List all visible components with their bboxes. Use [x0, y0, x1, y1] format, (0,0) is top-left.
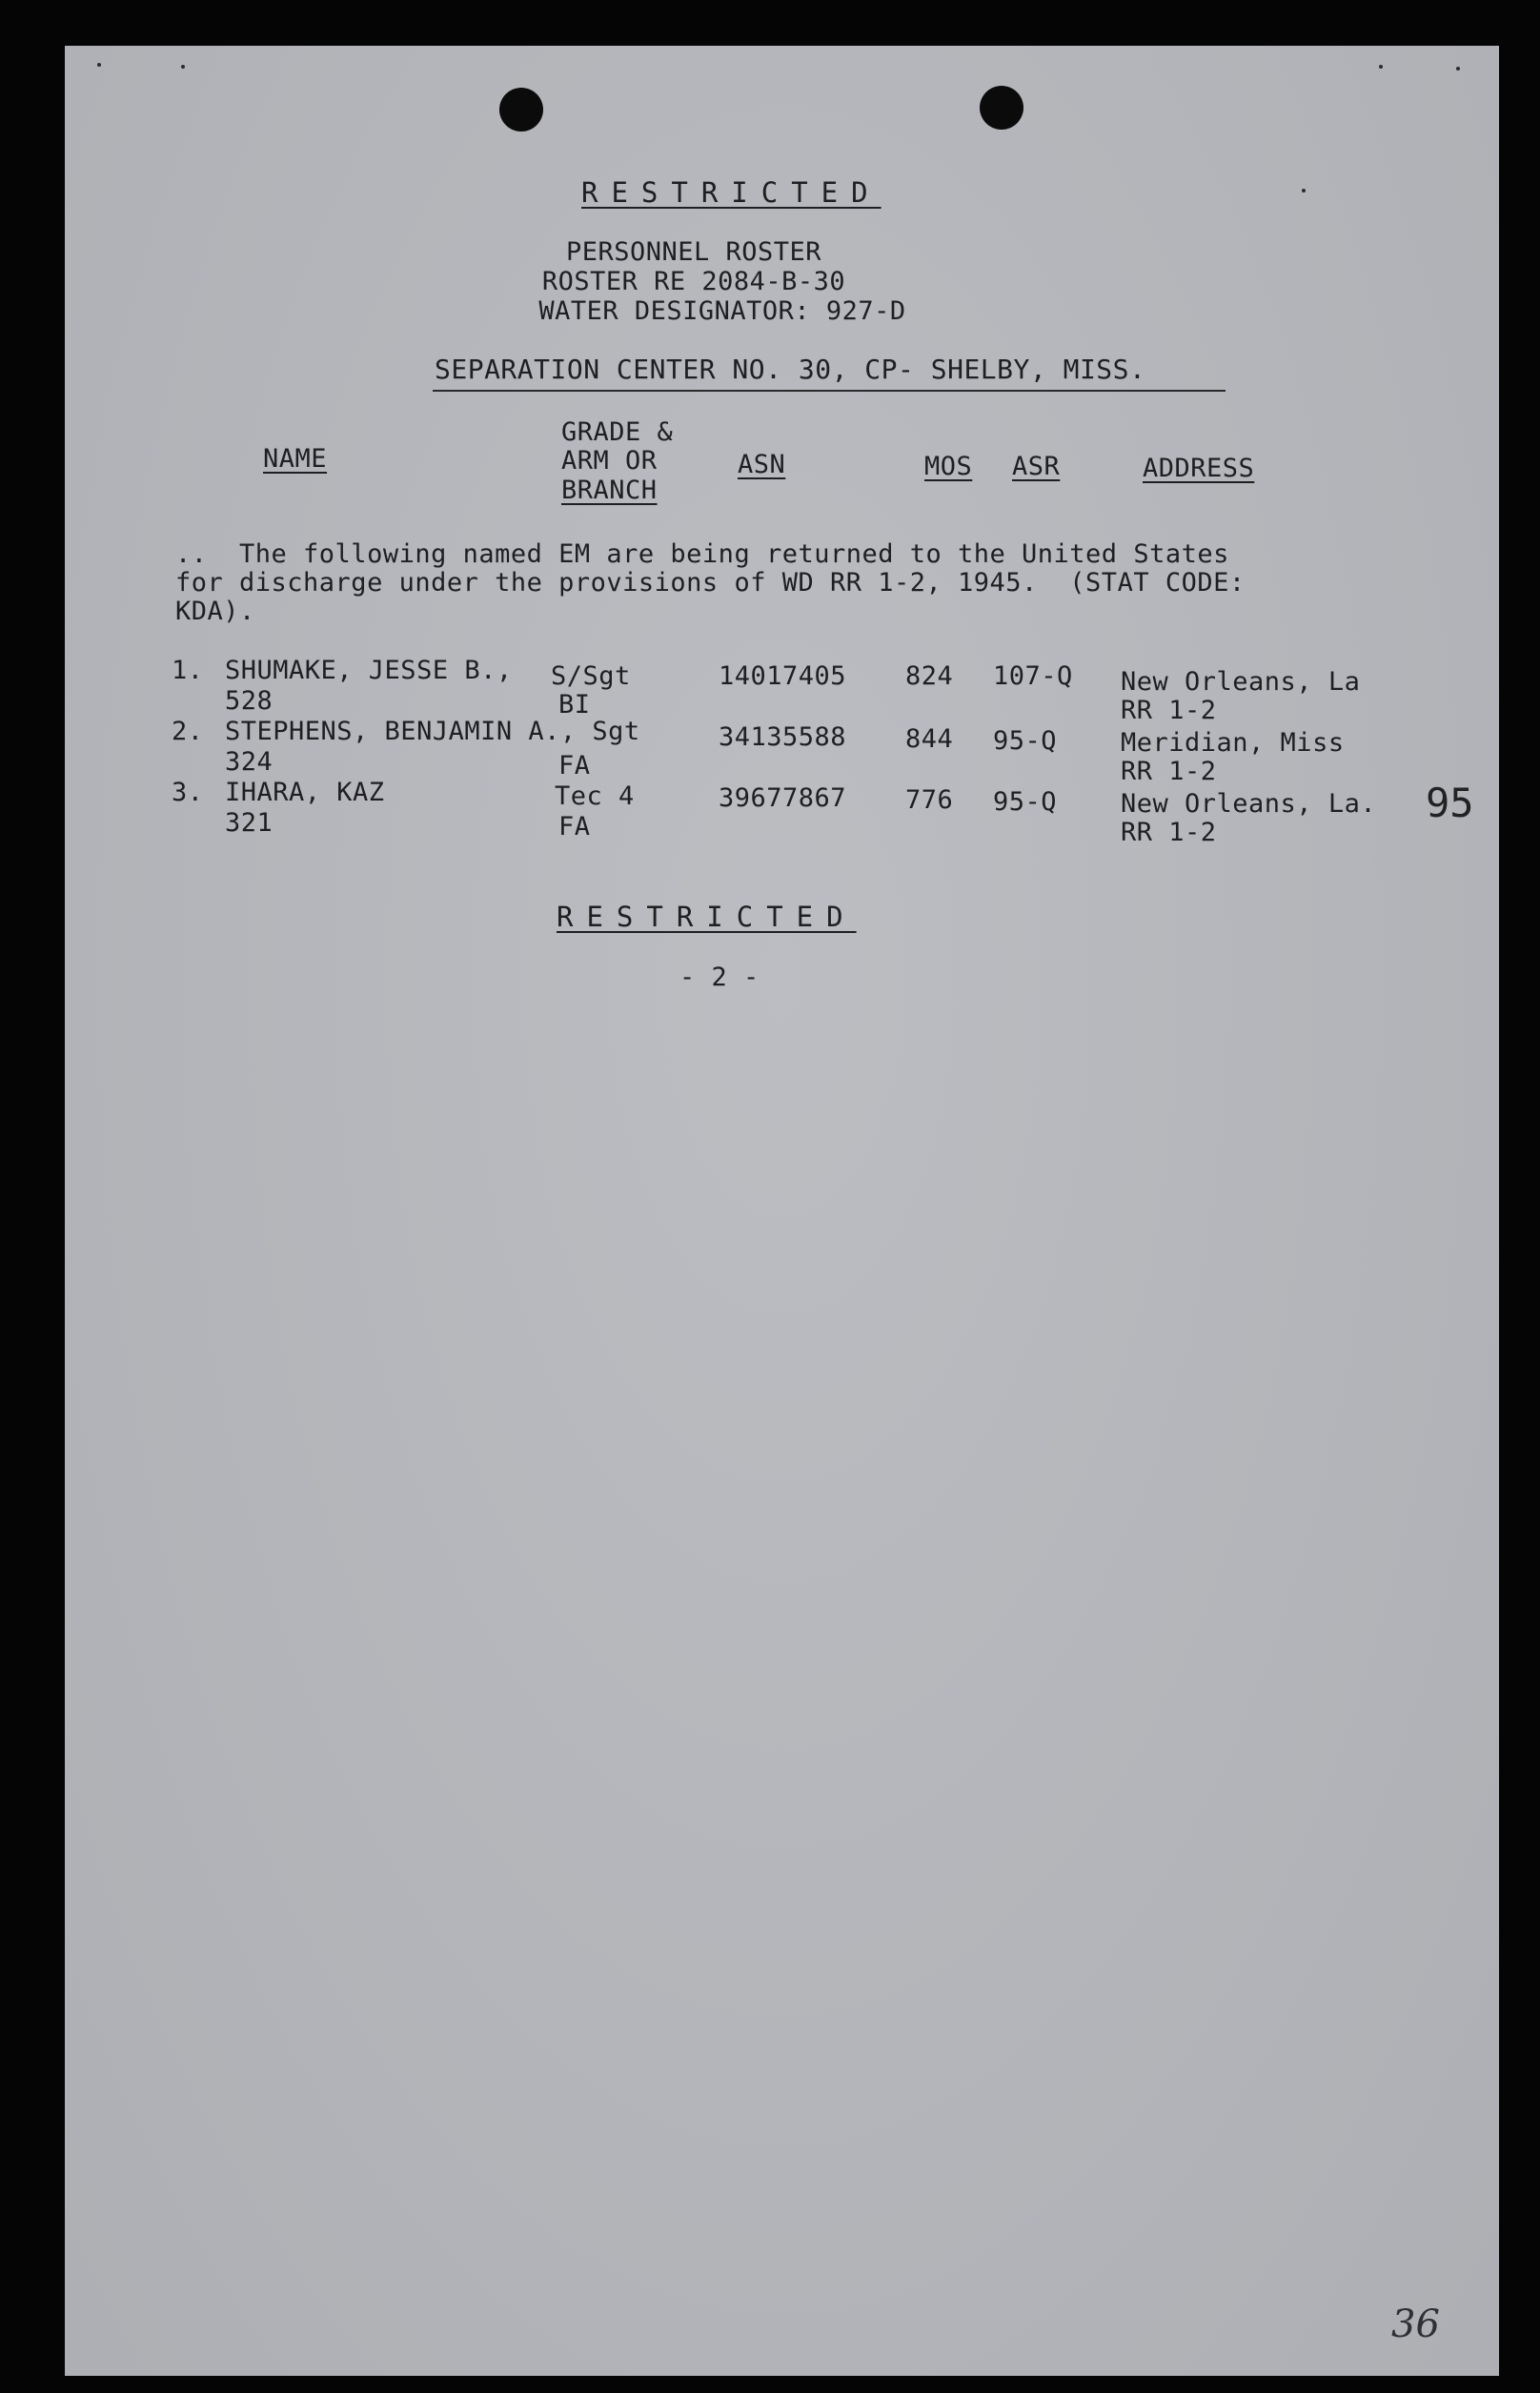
roster-entry-branch: FA — [558, 812, 591, 842]
roster-entry-asr: 95-Q — [993, 726, 1058, 756]
roster-entry-address: Meridian, Miss — [1121, 728, 1345, 758]
column-heading-name: NAME — [263, 444, 328, 474]
roster-entry-name: SHUMAKE, JESSE B., — [225, 656, 513, 685]
roster-entry-number: 2. — [172, 717, 204, 746]
column-heading-grade: GRADE & — [561, 417, 674, 447]
roster-entry-number: 3. — [172, 778, 204, 807]
roster-entry-branch: FA — [558, 751, 591, 781]
roster-entry-address-2: RR 1-2 — [1121, 757, 1217, 786]
margin-stamp-number: 95 — [1426, 780, 1474, 826]
intro-line-1: .. The following named EM are being returned to the United States — [175, 539, 1229, 569]
column-heading-branch: BRANCH — [561, 476, 658, 505]
intro-line-3: KDA). — [175, 597, 255, 626]
roster-entry-address: New Orleans, La — [1121, 667, 1361, 697]
roster-entry-asn: 39677867 — [719, 783, 847, 813]
separation-center-line: SEPARATION CENTER NO. 30, CP- SHELBY, MISS. — [435, 354, 1146, 385]
intro-line-2: for discharge under the provisions of WD RR 1-2, 1945. (STAT CODE: — [175, 568, 1246, 598]
roster-entry-address-2: RR 1-2 — [1121, 818, 1217, 847]
roster-entry-grade: Tec 4 — [555, 781, 635, 811]
restricted-header: RESTRICTED — [581, 176, 881, 209]
roster-entry-sub: 528 — [225, 686, 274, 716]
handwritten-page-number: 36 — [1391, 2302, 1440, 2346]
roster-entry-sub: 324 — [225, 747, 274, 777]
dust-speck — [1302, 189, 1306, 193]
roster-entry-number: 1. — [172, 656, 204, 685]
roster-title: PERSONNEL ROSTER — [565, 237, 822, 267]
roster-entry-asn: 14017405 — [719, 661, 847, 691]
document-page — [65, 46, 1499, 2376]
roster-entry-address-2: RR 1-2 — [1121, 696, 1217, 725]
dust-speck — [181, 65, 185, 69]
roster-entry-mos: 844 — [905, 724, 954, 754]
roster-entry-mos: 776 — [905, 785, 954, 815]
roster-entry-address: New Orleans, La. — [1121, 789, 1377, 819]
column-heading-asr: ASR — [1012, 452, 1061, 481]
roster-entry-asr: 107-Q — [993, 661, 1073, 691]
roster-entry-sub: 321 — [225, 808, 274, 838]
dust-speck — [1379, 65, 1383, 69]
roster-entry-asr: 95-Q — [993, 787, 1058, 817]
restricted-footer: RESTRICTED — [557, 901, 857, 933]
column-heading-mos: MOS — [924, 452, 973, 481]
separation-center-rule — [433, 390, 1226, 392]
roster-entry-name: IHARA, KAZ — [225, 778, 385, 807]
punch-hole-right — [980, 86, 1023, 130]
dust-speck — [1456, 67, 1460, 71]
column-heading-address: ADDRESS — [1143, 454, 1255, 483]
roster-entry-asn: 34135588 — [719, 722, 847, 752]
roster-entry-name: STEPHENS, BENJAMIN A., Sgt — [225, 717, 640, 746]
column-heading-arm: ARM OR — [561, 446, 658, 476]
roster-entry-grade: S/Sgt — [551, 661, 631, 691]
water-designator: WATER DESIGNATOR: 927-D — [538, 296, 906, 326]
page-number: - 2 - — [679, 963, 760, 992]
column-heading-asn: ASN — [738, 450, 786, 479]
punch-hole-left — [499, 88, 543, 132]
roster-entry-branch: BI — [558, 690, 591, 720]
dust-speck — [97, 63, 101, 67]
roster-number: ROSTER RE 2084-B-30 — [541, 267, 846, 296]
roster-entry-mos: 824 — [905, 661, 954, 691]
